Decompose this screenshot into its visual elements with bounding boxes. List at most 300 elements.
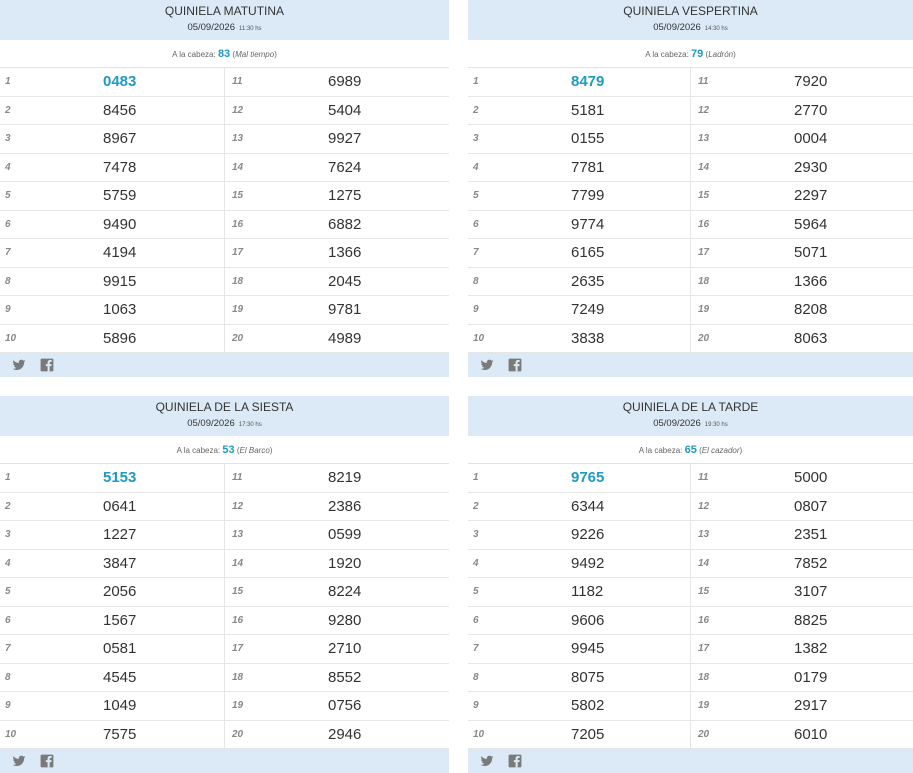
result-cell-left <box>0 239 225 267</box>
drawn-number: 2297 <box>794 187 828 204</box>
drawn-number: 8224 <box>328 583 362 600</box>
drawn-number: 1366 <box>328 244 362 261</box>
result-cell-right <box>691 578 913 606</box>
result-cell-left <box>468 325 691 353</box>
drawn-number: 5000 <box>794 469 828 486</box>
result-cell-left <box>0 464 225 492</box>
panel-title: QUINIELA MATUTINA <box>164 4 285 18</box>
result-cell-right <box>691 664 913 692</box>
result-cell-left <box>0 211 225 239</box>
result-cell-left <box>468 578 691 606</box>
facebook-icon[interactable] <box>40 358 54 372</box>
result-row <box>468 578 913 607</box>
draw-date <box>0 417 449 432</box>
result-cell-right <box>691 635 913 663</box>
result-cell-left <box>0 325 225 353</box>
result-cell-right <box>691 154 913 182</box>
position-number: 17 <box>698 643 710 654</box>
cabeza-summary: A la cabeza: 79 (Ladrón) <box>468 40 913 68</box>
position-number: 2 <box>473 500 479 512</box>
drawn-number: 9492 <box>571 554 605 572</box>
result-cell-left <box>0 97 225 125</box>
result-cell-right <box>691 268 913 296</box>
facebook-icon[interactable] <box>40 754 54 768</box>
position-number: 8 <box>473 275 479 287</box>
result-row <box>0 607 449 636</box>
result-row <box>468 493 913 522</box>
drawn-number: 5181 <box>571 101 605 119</box>
position-number: 20 <box>698 332 710 344</box>
position-number: 10 <box>473 728 485 740</box>
result-row <box>0 97 449 126</box>
panel-title: QUINIELA DE LA TARDE <box>622 400 759 414</box>
result-row <box>468 125 913 154</box>
drawn-number: 2710 <box>328 640 362 657</box>
position-number: 6 <box>473 614 479 626</box>
quiniela-panel <box>468 0 913 377</box>
drawn-number: 2770 <box>794 101 828 119</box>
drawn-number: 0807 <box>794 497 828 515</box>
drawn-number: 5404 <box>328 101 362 119</box>
drawn-number: 0756 <box>328 697 362 714</box>
result-cell-left <box>0 521 225 549</box>
drawn-number: 1275 <box>328 187 362 204</box>
position-number: 14 <box>698 557 710 569</box>
facebook-icon[interactable] <box>508 358 522 372</box>
result-cell-right <box>691 182 913 210</box>
drawn-number: 9945 <box>571 640 605 657</box>
result-cell-right <box>691 521 913 549</box>
drawn-number: 7624 <box>328 158 362 176</box>
position-number: 14 <box>232 161 244 173</box>
result-cell-left <box>468 296 691 324</box>
result-cell-left <box>468 154 691 182</box>
result-cell-right <box>691 550 913 578</box>
drawn-number: 2946 <box>328 725 362 743</box>
position-number: 19 <box>698 304 710 315</box>
result-cell-right <box>225 521 449 549</box>
position-number: 11 <box>232 76 243 87</box>
result-row <box>0 578 449 607</box>
result-cell-left <box>468 97 691 125</box>
result-cell-left <box>468 239 691 267</box>
result-cell-left <box>0 182 225 210</box>
results-table <box>0 68 449 353</box>
drawn-number: 7781 <box>571 158 605 176</box>
drawn-number: 9765 <box>571 469 605 486</box>
drawn-number: 1920 <box>328 554 362 572</box>
drawn-number: 2351 <box>794 526 828 543</box>
drawn-number: 1382 <box>794 640 828 657</box>
quiniela-panel <box>0 396 449 773</box>
result-row <box>468 635 913 664</box>
result-cell-left <box>468 521 691 549</box>
position-number: 19 <box>232 304 244 315</box>
result-cell-right <box>225 211 449 239</box>
position-number: 12 <box>232 500 244 512</box>
result-cell-left <box>468 550 691 578</box>
position-number: 20 <box>698 728 710 740</box>
drawn-number: 1182 <box>571 583 604 600</box>
result-cell-right <box>225 296 449 324</box>
result-cell-right <box>225 692 449 720</box>
drawn-number: 0483 <box>103 73 137 90</box>
results-table <box>468 68 913 353</box>
drawn-number: 0004 <box>794 130 828 147</box>
result-row <box>0 521 449 550</box>
result-cell-right <box>691 464 913 492</box>
drawn-number: 6344 <box>571 497 605 515</box>
result-cell-right <box>225 664 449 692</box>
drawn-number: 4989 <box>328 329 362 347</box>
result-cell-right <box>691 493 913 521</box>
drawn-number: 2386 <box>328 497 362 515</box>
position-number: 5 <box>5 190 11 201</box>
drawn-number: 9781 <box>328 301 362 318</box>
position-number: 11 <box>698 472 709 483</box>
position-number: 15 <box>232 586 244 597</box>
result-cell-left <box>0 578 225 606</box>
result-cell-right <box>691 692 913 720</box>
position-number: 9 <box>5 700 11 711</box>
result-row <box>468 664 913 693</box>
cabeza-summary: A la cabeza: 83 (Mal tiempo) <box>0 40 449 68</box>
panel-title: QUINIELA DE LA SIESTA <box>155 400 294 414</box>
drawn-number: 7205 <box>571 725 605 743</box>
drawn-number: 4545 <box>103 668 137 686</box>
position-number: 9 <box>5 304 11 315</box>
result-row <box>468 692 913 721</box>
position-number: 13 <box>232 133 244 144</box>
position-number: 16 <box>232 614 244 626</box>
position-number: 10 <box>5 332 17 344</box>
drawn-number: 8063 <box>794 329 828 347</box>
cabeza-number: 53 <box>222 444 235 456</box>
drawn-number: 8208 <box>794 301 828 318</box>
result-cell-right <box>691 97 913 125</box>
result-cell-left <box>468 692 691 720</box>
drawn-number: 8456 <box>103 101 137 119</box>
cabeza-number: 83 <box>217 48 231 60</box>
position-number: 6 <box>473 218 479 230</box>
position-number: 17 <box>698 247 710 258</box>
draw-date-value: 05/09/2026 <box>653 22 701 33</box>
result-row <box>0 239 449 268</box>
result-row <box>0 268 449 297</box>
twitter-icon[interactable] <box>12 358 26 372</box>
share-bar <box>0 353 449 377</box>
position-number: 16 <box>698 218 710 230</box>
result-cell-left <box>468 68 691 96</box>
result-row <box>0 296 449 325</box>
result-row <box>468 239 913 268</box>
position-number: 12 <box>232 104 244 116</box>
position-number: 18 <box>698 671 710 683</box>
result-cell-left <box>0 268 225 296</box>
drawn-number: 6165 <box>571 244 605 261</box>
position-number: 15 <box>698 190 710 201</box>
facebook-icon[interactable] <box>508 754 522 768</box>
drawn-number: 2056 <box>103 583 137 600</box>
result-row <box>0 550 449 579</box>
cabeza-label: A la cabeza: <box>645 50 689 59</box>
result-row <box>468 550 913 579</box>
drawn-number: 2930 <box>794 158 828 176</box>
result-row <box>0 721 449 750</box>
position-number: 20 <box>232 332 244 344</box>
drawn-number: 9490 <box>103 215 137 233</box>
result-cell-right <box>225 239 449 267</box>
cabeza-summary: A la cabeza: 53 (El Barco) <box>0 436 449 464</box>
result-row <box>468 182 913 211</box>
quiniela-panel <box>0 0 449 377</box>
drawn-number: 8219 <box>328 469 362 486</box>
results-table <box>468 464 913 749</box>
cabeza-name: El Barco <box>239 446 270 455</box>
result-cell-right <box>691 211 913 239</box>
position-number: 1 <box>473 76 479 87</box>
position-number: 7 <box>473 643 479 654</box>
result-cell-right <box>691 325 913 353</box>
position-number: 5 <box>473 190 479 201</box>
result-cell-right <box>691 296 913 324</box>
result-row <box>468 68 913 97</box>
drawn-number: 3838 <box>571 329 605 347</box>
position-number: 14 <box>232 557 244 569</box>
cabeza-name: El cazador <box>701 446 740 455</box>
result-cell-right <box>691 125 913 153</box>
result-cell-right <box>225 721 449 749</box>
result-row <box>0 664 449 693</box>
twitter-icon[interactable] <box>480 754 494 768</box>
drawn-number: 8967 <box>103 130 137 147</box>
drawn-number: 9280 <box>328 611 362 629</box>
position-number: 15 <box>698 586 710 597</box>
position-number: 6 <box>5 218 11 230</box>
position-number: 17 <box>232 643 244 654</box>
position-number: 7 <box>473 247 479 258</box>
twitter-icon[interactable] <box>480 358 494 372</box>
position-number: 2 <box>5 500 11 512</box>
position-number: 2 <box>5 104 11 116</box>
drawn-number: 2635 <box>571 272 605 290</box>
panel-title: QUINIELA VESPERTINA <box>623 4 758 18</box>
drawn-number: 4194 <box>103 244 137 261</box>
result-cell-right <box>225 493 449 521</box>
result-cell-left <box>0 154 225 182</box>
result-cell-right <box>225 635 449 663</box>
drawn-number: 2045 <box>328 272 362 290</box>
result-cell-left <box>0 125 225 153</box>
result-row <box>0 182 449 211</box>
result-cell-left <box>468 182 691 210</box>
result-cell-left <box>0 635 225 663</box>
result-row <box>0 635 449 664</box>
drawn-number: 7249 <box>571 301 605 318</box>
result-cell-left <box>0 296 225 324</box>
drawn-number: 9606 <box>571 611 605 629</box>
position-number: 17 <box>232 247 244 258</box>
position-number: 16 <box>232 218 244 230</box>
drawn-number: 7575 <box>103 725 137 743</box>
result-row <box>468 97 913 126</box>
drawn-number: 0599 <box>328 526 362 543</box>
drawn-number: 3107 <box>794 583 828 600</box>
cabeza-name: Ladrón <box>708 50 734 59</box>
result-row <box>0 154 449 183</box>
cabeza-number: 65 <box>684 444 697 456</box>
result-cell-left <box>0 68 225 96</box>
position-number: 5 <box>5 586 11 597</box>
position-number: 3 <box>5 529 11 540</box>
drawn-number: 6989 <box>328 73 362 90</box>
result-row <box>0 464 449 493</box>
drawn-number: 3847 <box>103 554 137 572</box>
share-bar <box>468 353 913 377</box>
result-row <box>0 125 449 154</box>
position-number: 19 <box>232 700 244 711</box>
drawn-number: 7920 <box>794 73 828 90</box>
result-cell-left <box>468 607 691 635</box>
position-number: 4 <box>5 161 11 173</box>
draw-time: 17:30 hs <box>238 422 262 428</box>
position-number: 20 <box>232 728 244 740</box>
result-row <box>468 154 913 183</box>
result-cell-left <box>0 692 225 720</box>
drawn-number: 8552 <box>328 668 362 686</box>
drawn-number: 5964 <box>794 215 828 233</box>
cabeza-label: A la cabeza: <box>176 446 221 455</box>
result-cell-right <box>225 97 449 125</box>
result-row <box>0 211 449 240</box>
drawn-number: 5071 <box>794 244 828 261</box>
result-cell-left <box>468 268 691 296</box>
position-number: 2 <box>473 104 479 116</box>
share-bar <box>0 749 449 773</box>
position-number: 1 <box>5 472 11 483</box>
position-number: 11 <box>232 472 243 483</box>
drawn-number: 9915 <box>103 272 137 290</box>
result-cell-right <box>225 464 449 492</box>
drawn-number: 6882 <box>328 215 362 233</box>
position-number: 6 <box>5 614 11 626</box>
panel-header <box>0 0 449 40</box>
draw-date <box>0 21 449 36</box>
position-number: 13 <box>698 133 710 144</box>
result-cell-right <box>691 239 913 267</box>
result-cell-right <box>691 721 913 749</box>
panel-header <box>468 396 913 436</box>
result-row <box>468 721 913 750</box>
results-table <box>0 464 449 749</box>
position-number: 18 <box>232 671 244 683</box>
position-number: 8 <box>473 671 479 683</box>
drawn-number: 1063 <box>103 301 137 318</box>
result-cell-left <box>0 721 225 749</box>
result-row <box>468 211 913 240</box>
position-number: 3 <box>473 133 479 144</box>
drawn-number: 1049 <box>103 697 137 714</box>
drawn-number: 9927 <box>328 130 362 147</box>
drawn-number: 9226 <box>571 526 605 543</box>
cabeza-label: A la cabeza: <box>172 50 216 59</box>
drawn-number: 7478 <box>103 158 137 176</box>
result-cell-right <box>225 325 449 353</box>
drawn-number: 1567 <box>103 611 137 629</box>
drawn-number: 8825 <box>794 611 828 629</box>
result-cell-right <box>691 607 913 635</box>
panel-header <box>468 0 913 40</box>
drawn-number: 5802 <box>571 697 605 714</box>
result-cell-left <box>0 664 225 692</box>
result-cell-left <box>468 493 691 521</box>
result-cell-right <box>691 68 913 96</box>
drawn-number: 9774 <box>571 215 605 233</box>
result-row <box>468 325 913 354</box>
position-number: 9 <box>473 700 479 711</box>
position-number: 10 <box>473 332 485 344</box>
position-number: 4 <box>5 557 11 569</box>
position-number: 4 <box>473 557 479 569</box>
draw-date <box>468 21 913 36</box>
drawn-number: 0641 <box>103 497 137 515</box>
cabeza-label: A la cabeza: <box>638 446 683 455</box>
result-cell-right <box>225 578 449 606</box>
draw-time: 14:30 hs <box>704 26 728 32</box>
result-cell-left <box>0 493 225 521</box>
drawn-number: 5896 <box>103 329 137 347</box>
result-cell-left <box>468 721 691 749</box>
result-cell-left <box>468 211 691 239</box>
drawn-number: 5759 <box>103 187 137 204</box>
position-number: 13 <box>698 529 710 540</box>
cabeza-summary: A la cabeza: 65 (El cazador) <box>468 436 913 464</box>
position-number: 14 <box>698 161 710 173</box>
result-cell-left <box>0 550 225 578</box>
result-row <box>0 68 449 97</box>
share-bar <box>468 749 913 773</box>
position-number: 19 <box>698 700 710 711</box>
result-row <box>0 325 449 354</box>
result-row <box>468 268 913 297</box>
result-cell-left <box>468 635 691 663</box>
position-number: 9 <box>473 304 479 315</box>
drawn-number: 6010 <box>794 725 828 743</box>
draw-date <box>468 417 913 432</box>
result-row <box>468 464 913 493</box>
position-number: 4 <box>473 161 479 173</box>
result-cell-left <box>468 664 691 692</box>
twitter-icon[interactable] <box>12 754 26 768</box>
result-row <box>0 493 449 522</box>
result-row <box>468 521 913 550</box>
result-cell-right <box>225 125 449 153</box>
drawn-number: 1227 <box>103 526 137 543</box>
drawn-number: 1366 <box>794 272 828 290</box>
result-row <box>468 296 913 325</box>
draw-time: 11:30 hs <box>238 26 262 32</box>
position-number: 12 <box>698 104 710 116</box>
drawn-number: 8479 <box>571 73 605 90</box>
position-number: 10 <box>5 728 17 740</box>
result-cell-right <box>225 607 449 635</box>
drawn-number: 0179 <box>794 668 828 686</box>
position-number: 8 <box>5 275 11 287</box>
result-cell-left <box>468 125 691 153</box>
position-number: 3 <box>473 529 479 540</box>
cabeza-number: 79 <box>691 48 704 60</box>
position-number: 8 <box>5 671 11 683</box>
